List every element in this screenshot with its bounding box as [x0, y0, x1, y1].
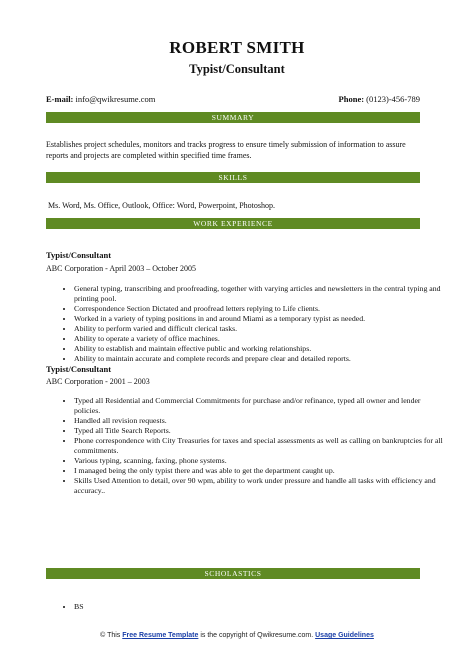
list-item: • Phone correspondence with City Treasuries for taxes and special assessments as well as calling on bankruptcies for all commitments.: [74, 436, 444, 456]
phone-block: [339, 94, 420, 104]
scholastics-list: [52, 602, 444, 612]
list-item: • I managed being the only typist there and was able to get the department caught up.: [74, 466, 444, 476]
list-item: • Ability to maintain accurate and complete records and prepare clear and detailed reports.: [74, 354, 444, 364]
list-item: • Ability to establish and maintain effective public and working relationships.: [74, 344, 444, 354]
footer: [0, 632, 474, 639]
job-bullets-2: [52, 396, 444, 496]
email-block: [46, 94, 155, 104]
experience-heading: WORK EXPERIENCE: [46, 218, 420, 229]
scholastics-heading: SCHOLASTICS: [46, 568, 420, 579]
list-item: • Handled all revision requests.: [74, 416, 444, 426]
job-company-dates-1: ABC Corporation - April 2003 – October 2005: [46, 264, 196, 273]
footer-copyright: © This: [100, 632, 121, 639]
skills-text: Ms. Word, Ms. Office, Outlook, Office: Word, Powerpoint, Photoshop.: [48, 201, 275, 210]
usage-guidelines-link[interactable]: Usage Guidelines: [315, 632, 374, 639]
list-item: • Typed all Residential and Commercial Commitments for purchase and/or refinance, typed all owner and lender policies.: [74, 396, 444, 416]
list-item: • Ability to perform varied and difficult clerical tasks.: [74, 324, 444, 334]
email-label: E-mail:: [46, 94, 74, 104]
phone-label: Phone:: [338, 94, 365, 104]
summary-text: Establishes project schedules, monitors and tracks progress to ensure timely submission of information to assure reports and projects are completed within specified time frames.: [46, 140, 406, 160]
list-item: • Skills Used Attention to detail, over 90 wpm, ability to work under pressure and handle all tasks with efficiency and accuracy..: [74, 476, 444, 496]
summary-heading: SUMMARY: [46, 112, 420, 123]
list-item: • Ability to operate a variety of office machines.: [74, 334, 444, 344]
job-company-dates-2: ABC Corporation - 2001 – 2003: [46, 377, 150, 386]
phone-value: (0123)-456-789: [366, 94, 420, 104]
list-item: • Typed all Title Search Reports.: [74, 426, 444, 436]
skills-heading: SKILLS: [46, 172, 420, 183]
list-item: • BS: [74, 602, 444, 612]
email-value[interactable]: info@qwikresume.com: [75, 94, 156, 104]
candidate-role: Typist/Consultant: [189, 62, 285, 76]
job-bullets-1: [52, 284, 444, 364]
list-item: • Worked in a variety of typing positions in and around Miami as a temporary typist as needed.: [74, 314, 444, 324]
list-item: • Correspondence Section Dictated and proofread letters replying to Life clients.: [74, 304, 444, 314]
list-item: • Various typing, scanning, faxing, phone systems.: [74, 456, 444, 466]
job-title-2: Typist/Consultant: [46, 364, 112, 374]
free-resume-template-link[interactable]: Free Resume Template: [122, 632, 199, 639]
list-item: • General typing, transcribing and proofreading, together with varying articles and newsletters in the central typing and printing pool.: [74, 284, 444, 304]
candidate-name: ROBERT SMITH: [169, 38, 305, 57]
job-title-1: Typist/Consultant: [46, 250, 112, 260]
footer-middle-text: is the copyright of Qwikresume.com.: [200, 632, 314, 639]
